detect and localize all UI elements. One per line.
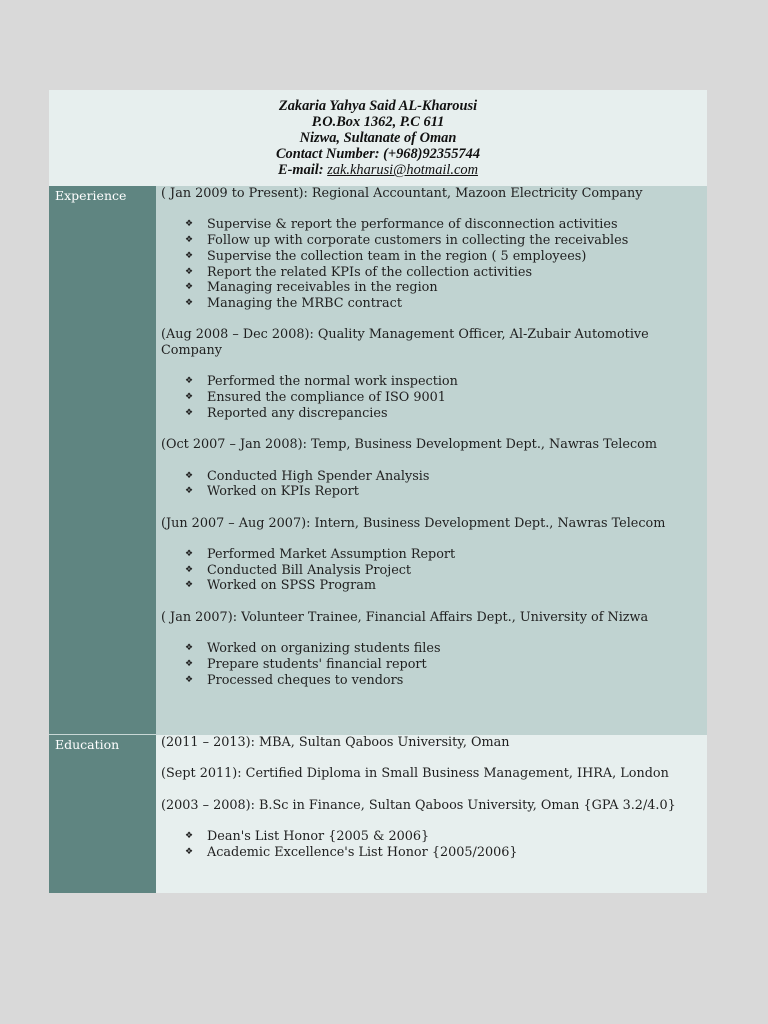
diamond-bullet-icon: ❖ [185, 564, 194, 575]
diamond-bullet-icon: ❖ [185, 376, 194, 387]
experience-body [156, 186, 707, 735]
list-item [185, 406, 699, 422]
location: Nizwa, Sultanate of Oman [299, 130, 457, 146]
diamond-bullet-icon: ❖ [185, 674, 194, 685]
diamond-bullet-icon: ❖ [185, 282, 194, 293]
list-item-text: Conducted High Spender Analysis [207, 468, 430, 484]
list-item-text: Performed Market Assumption Report [207, 547, 456, 563]
diamond-bullet-icon: ❖ [185, 658, 194, 669]
email-line [49, 162, 707, 178]
education-body [156, 735, 707, 893]
list-item-text: Performed the normal work inspection [207, 374, 458, 390]
entry-list [161, 374, 699, 421]
po-box: P.O.Box 1362, P.C 611 [311, 114, 445, 130]
diamond-bullet-icon: ❖ [185, 250, 194, 261]
email-link[interactable]: zak.kharusi@hotmail.com [327, 162, 478, 178]
diamond-bullet-icon: ❖ [185, 846, 194, 857]
email-label: E-mail: [278, 162, 324, 178]
entry-title: (Jun 2007 – Aug 2007): Intern, Business Development Dept., Nawras Telecom [161, 515, 666, 531]
list-item [185, 673, 699, 689]
entry-title: (2003 – 2008): B.Sc in Finance, Sultan Qaboos University, Oman {GPA 3.2/4.0} [161, 797, 676, 813]
experience-section [49, 186, 707, 735]
resume-page [49, 90, 707, 893]
list-item-text: Worked on organizing students files [207, 641, 441, 657]
diamond-bullet-icon: ❖ [185, 219, 194, 230]
list-item [185, 657, 699, 673]
list-item [185, 829, 699, 845]
diamond-bullet-icon: ❖ [185, 266, 194, 277]
list-item-text: Academic Excellence's List Honor {2005/2006} [207, 844, 518, 860]
entry-list [161, 469, 699, 500]
diamond-bullet-icon: ❖ [185, 831, 194, 842]
list-item [185, 845, 699, 861]
entry-list [161, 217, 699, 311]
list-item [185, 563, 699, 579]
list-item [185, 578, 699, 594]
list-item [185, 296, 699, 312]
list-item-text: Reported any discrepancies [207, 405, 388, 421]
diamond-bullet-icon: ❖ [185, 580, 194, 591]
list-item [185, 547, 699, 563]
entry-title: (Aug 2008 – Dec 2008): Quality Management Officer, Al-Zubair Automotive Company [161, 327, 649, 358]
diamond-bullet-icon: ❖ [185, 407, 194, 418]
list-item-text: Worked on KPIs Report [207, 484, 359, 500]
list-item [185, 469, 699, 485]
list-item [185, 641, 699, 657]
list-item-text: Worked on SPSS Program [207, 578, 376, 594]
list-item-text: Managing the MRBC contract [207, 295, 402, 311]
list-item-text: Supervise & report the performance of disconnection activities [207, 217, 618, 233]
diamond-bullet-icon: ❖ [185, 235, 194, 246]
entry-title: (2011 – 2013): MBA, Sultan Qaboos University, Oman [161, 735, 510, 750]
diamond-bullet-icon: ❖ [185, 392, 194, 403]
list-item [185, 249, 699, 265]
entry-list [161, 547, 699, 594]
diamond-bullet-icon: ❖ [185, 470, 194, 481]
entry-list [161, 829, 699, 860]
diamond-bullet-icon: ❖ [185, 643, 194, 654]
list-item [185, 280, 699, 296]
diamond-bullet-icon: ❖ [185, 549, 194, 560]
entry-title: ( Jan 2007): Volunteer Trainee, Financial Affairs Dept., University of Nizwa [161, 609, 649, 625]
list-item-text: Follow up with corporate customers in collecting the receivables [207, 233, 629, 249]
list-item-text: Prepare students' financial report [207, 656, 427, 672]
list-item-text: Supervise the collection team in the region ( 5 employees) [207, 248, 587, 264]
entry-title: ( Jan 2009 to Present): Regional Accountant, Mazoon Electricity Company [161, 186, 643, 201]
resume-header [49, 90, 707, 186]
list-item [185, 233, 699, 249]
list-item [185, 265, 699, 281]
list-item [185, 374, 699, 390]
experience-label: Experience [49, 186, 156, 735]
list-item-text: Ensured the compliance of ISO 9001 [207, 390, 446, 406]
list-item [185, 217, 699, 233]
education-section [49, 735, 707, 893]
entry-title: (Sept 2011): Certified Diploma in Small Business Management, IHRA, London [161, 766, 669, 782]
entry-title: (Oct 2007 – Jan 2008): Temp, Business Development Dept., Nawras Telecom [161, 437, 657, 453]
list-item-text: Processed cheques to vendors [207, 672, 404, 688]
diamond-bullet-icon: ❖ [185, 297, 194, 308]
list-item [185, 390, 699, 406]
list-item-text: Managing receivables in the region [207, 280, 438, 296]
candidate-name: Zakaria Yahya Said AL-Kharousi [278, 98, 478, 114]
diamond-bullet-icon: ❖ [185, 486, 194, 497]
education-label: Education [49, 735, 156, 893]
list-item-text: Dean's List Honor {2005 & 2006} [207, 829, 430, 845]
entry-list [161, 641, 699, 688]
list-item-text: Report the related KPIs of the collection activities [207, 264, 533, 280]
contact-number: Contact Number: (+968)92355744 [275, 146, 481, 162]
list-item [185, 484, 699, 500]
list-item-text: Conducted Bill Analysis Project [207, 562, 412, 578]
